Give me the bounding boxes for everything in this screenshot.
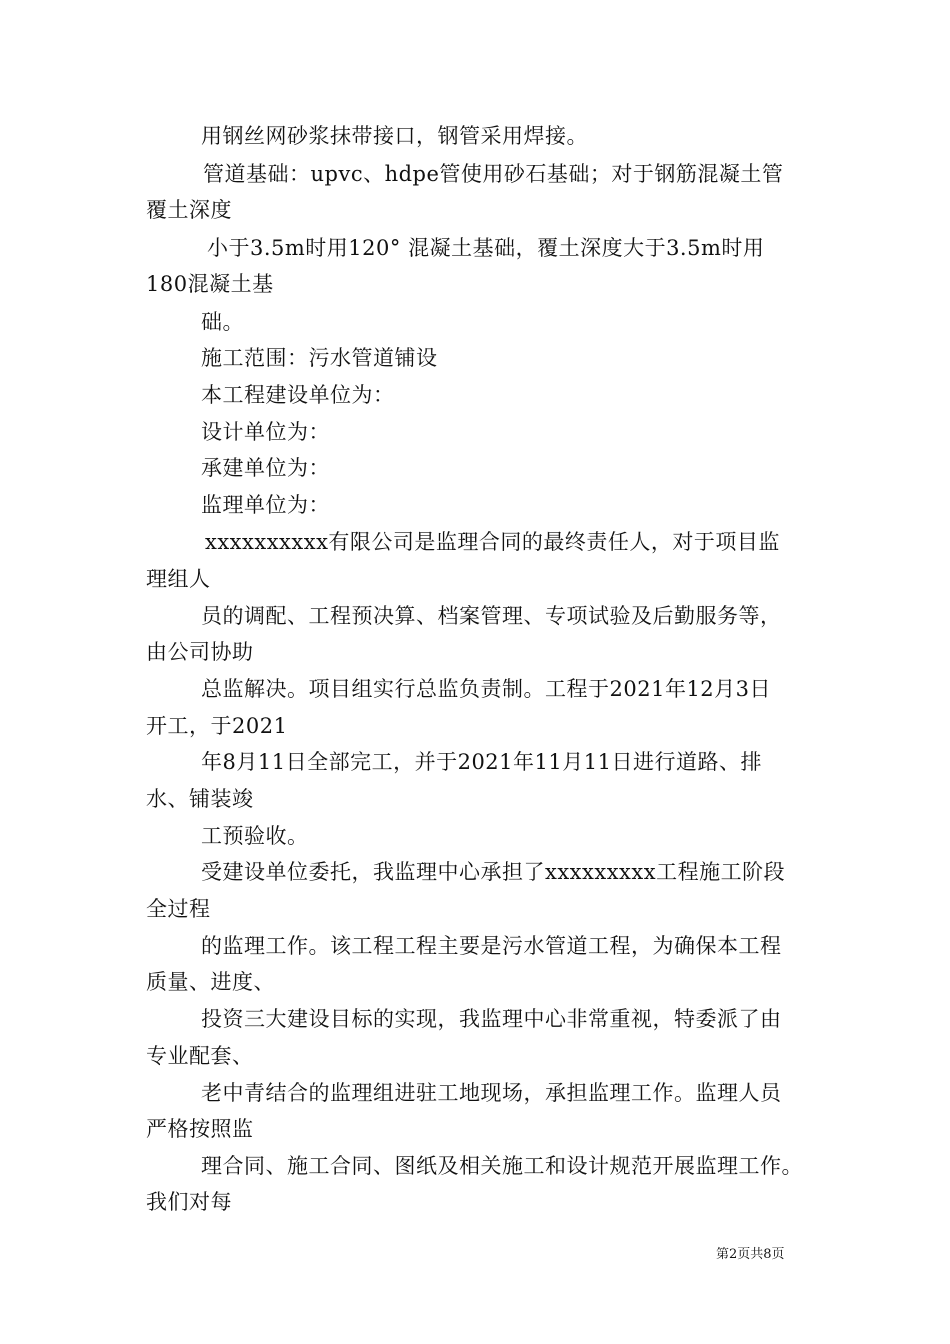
text-line: 工预验收。 — [201, 824, 309, 848]
text-line: 总监解决。项目组实行总监负责制。工程于2021年12月3日 — [201, 677, 772, 701]
text-line: 础。 — [201, 310, 244, 334]
text-line: 用钢丝网砂浆抹带接口，钢管采用焊接。 — [201, 124, 588, 148]
text-line: 质量、进度、 — [146, 970, 275, 994]
text-line: 严格按照监 — [146, 1117, 254, 1141]
text-line: 本工程建设单位为： — [201, 383, 395, 407]
text-line: 开工，于2021 — [146, 714, 288, 738]
text-line: 小于3.5m时用120° 混凝土基础，覆土深度大于3.5m时用 — [207, 236, 765, 260]
text-line: 老中青结合的监理组进驻工地现场，承担监理工作。监理人员 — [201, 1081, 782, 1105]
text-line: 理合同、施工合同、图纸及相关施工和设计规范开展监理工作。 — [201, 1154, 803, 1178]
text-line: xxxxxxxxxx有限公司是监理合同的最终责任人，对于项目监 — [205, 530, 780, 554]
text-line: 由公司协助 — [146, 640, 254, 664]
text-line: 监理单位为： — [201, 493, 330, 517]
text-line: 专业配套、 — [146, 1044, 254, 1068]
text-line: 承建单位为： — [201, 456, 330, 480]
page-number: 第2页共8页 — [716, 1247, 785, 1262]
text-line: 年8月11日全部完工，并于2021年11月11日进行道路、排 — [201, 750, 762, 774]
text-line: 设计单位为： — [201, 420, 330, 444]
text-line: 理组人 — [146, 567, 211, 591]
text-line: 受建设单位委托，我监理中心承担了xxxxxxxxx工程施工阶段 — [201, 860, 786, 884]
text-line: 180混凝土基 — [146, 272, 274, 296]
text-line: 施工范围：污水管道铺设 — [201, 346, 438, 370]
text-line: 的监理工作。该工程工程主要是污水管道工程，为确保本工程 — [201, 934, 782, 958]
text-line: 全过程 — [146, 897, 211, 921]
text-line: 我们对每 — [146, 1190, 232, 1214]
text-line: 投资三大建设目标的实现，我监理中心非常重视，特委派了由 — [201, 1007, 782, 1031]
text-line: 员的调配、工程预决算、档案管理、专项试验及后勤服务等， — [201, 604, 782, 628]
text-line: 管道基础：upvc、hdpe管使用砂石基础；对于钢筋混凝土管 — [203, 162, 784, 186]
text-line: 覆土深度 — [146, 198, 232, 222]
text-line: 水、铺装竣 — [146, 787, 254, 811]
